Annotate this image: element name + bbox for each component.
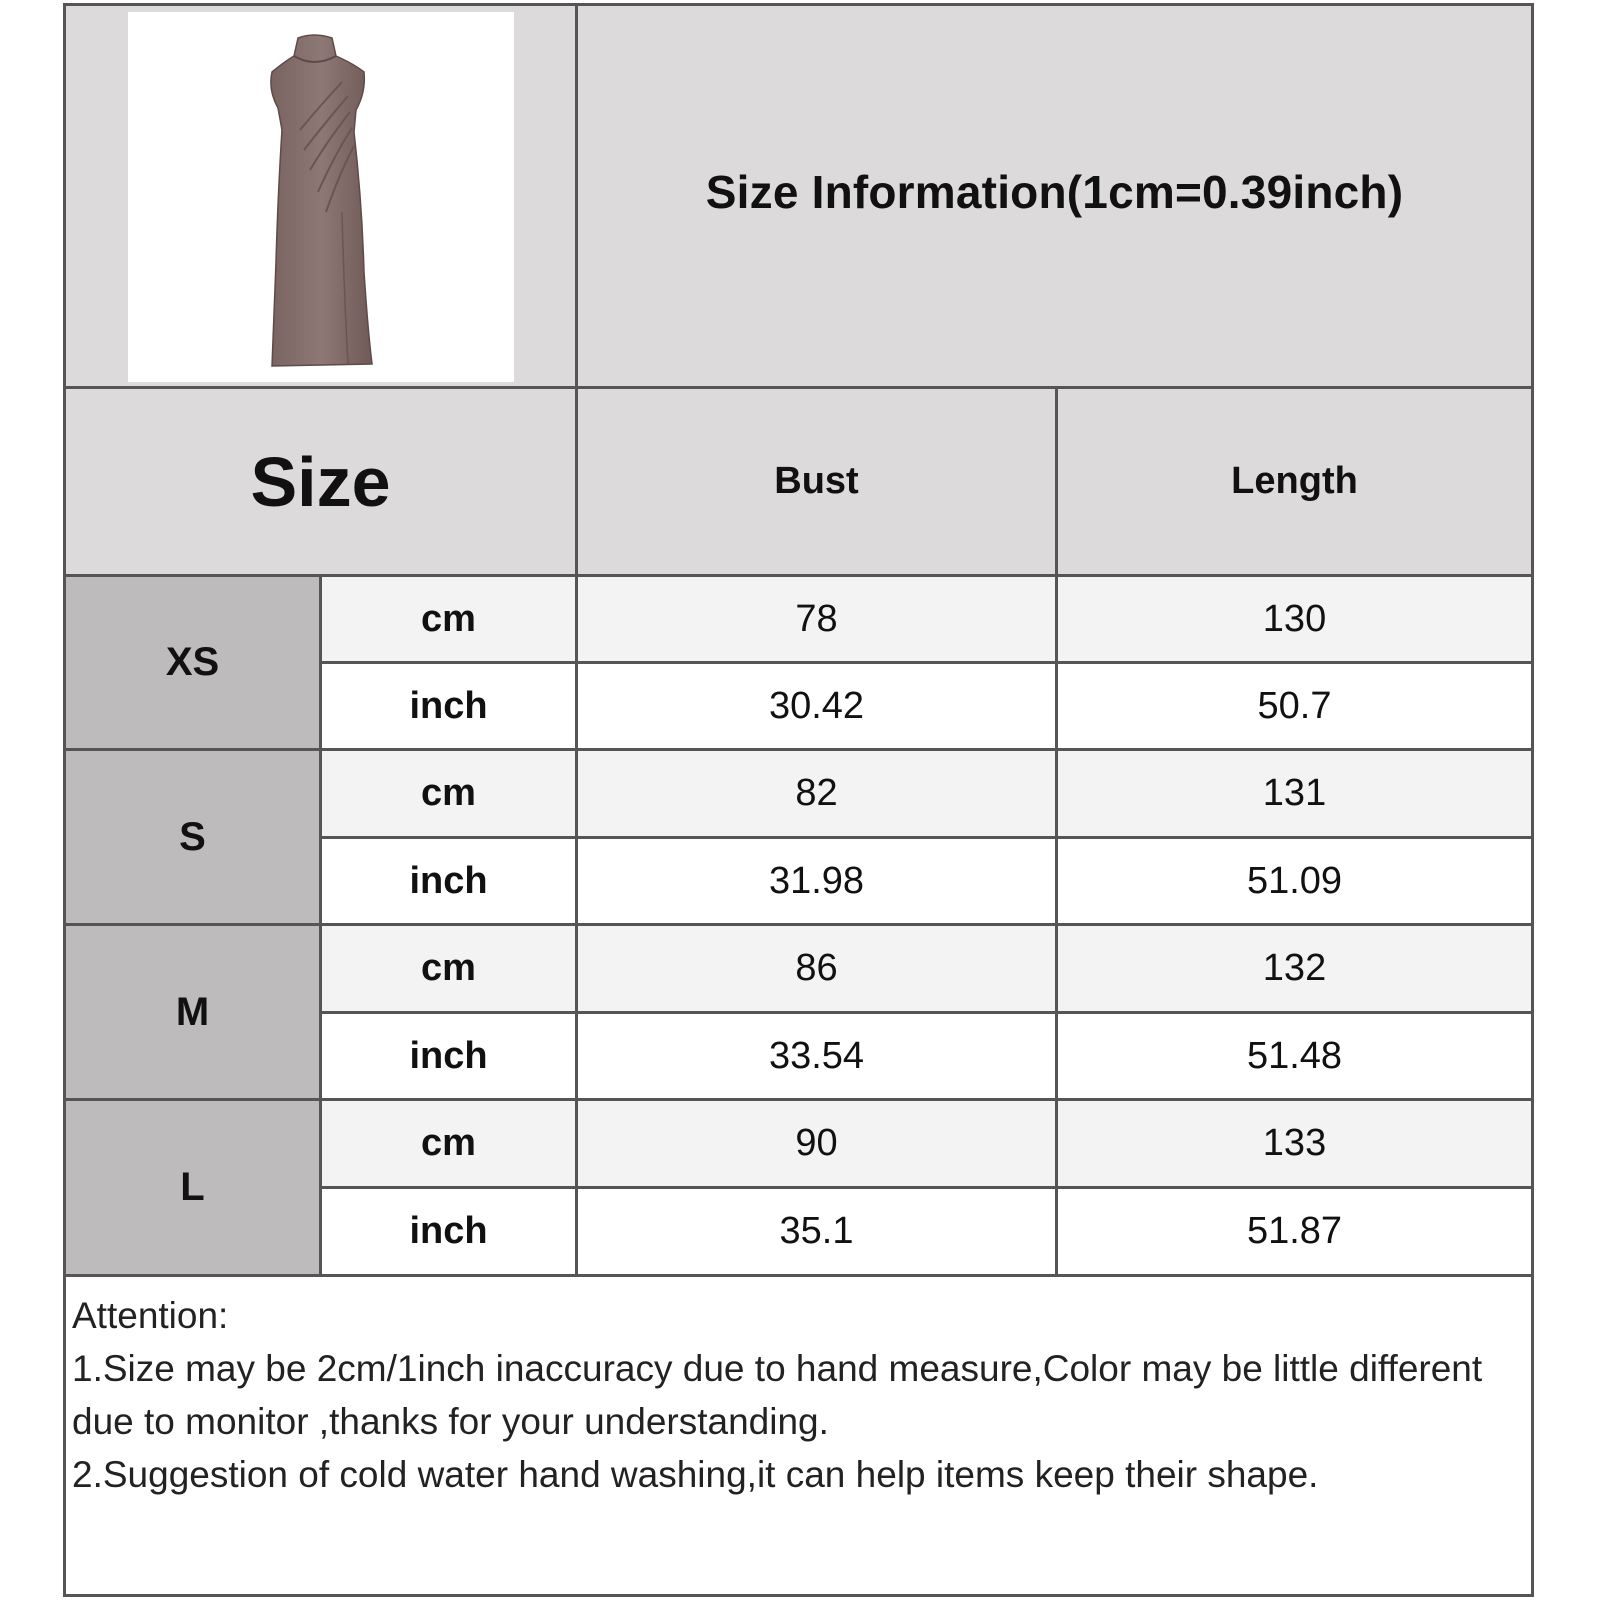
unit-cm: cm — [322, 926, 578, 1014]
attention-note-2: 2.Suggestion of cold water hand washing,it can help items keep their shape. — [72, 1454, 1319, 1495]
bust-value: 33.54 — [578, 1014, 1058, 1101]
attention-note-1: 1.Size may be 2cm/1inch inaccuracy due to hand measure,Color may be little different due to monitor ,thanks for your understanding. — [72, 1348, 1483, 1442]
product-image-cell — [66, 6, 578, 389]
header-length: Length — [1058, 389, 1531, 577]
length-value: 50.7 — [1058, 664, 1531, 751]
header-size: Size — [66, 389, 578, 577]
bust-value: 30.42 — [578, 664, 1058, 751]
size-label-s: S — [66, 751, 322, 926]
bust-value: 86 — [578, 926, 1058, 1014]
bust-value: 90 — [578, 1101, 1058, 1189]
bust-value: 78 — [578, 577, 1058, 664]
length-value: 132 — [1058, 926, 1531, 1014]
length-value: 51.48 — [1058, 1014, 1531, 1101]
length-value: 131 — [1058, 751, 1531, 839]
unit-cm: cm — [322, 751, 578, 839]
unit-cm: cm — [322, 1101, 578, 1189]
bust-value: 31.98 — [578, 839, 1058, 926]
size-label-xs: XS — [66, 577, 322, 751]
unit-inch: inch — [322, 839, 578, 926]
size-label-m: M — [66, 926, 322, 1101]
dress-icon — [128, 12, 514, 382]
unit-inch: inch — [322, 1014, 578, 1101]
unit-inch: inch — [322, 664, 578, 751]
attention-heading: Attention: — [72, 1295, 229, 1336]
bust-value: 82 — [578, 751, 1058, 839]
chart-title: Size Information(1cm=0.39inch) — [705, 166, 1404, 218]
unit-inch: inch — [322, 1189, 578, 1277]
size-chart — [63, 3, 1534, 1597]
product-image — [128, 12, 514, 382]
length-value: 51.09 — [1058, 839, 1531, 926]
bust-value: 35.1 — [578, 1189, 1058, 1277]
size-label-l: L — [66, 1101, 322, 1277]
title-cell — [578, 6, 1531, 389]
attention-notes — [66, 1277, 1531, 1594]
unit-cm: cm — [322, 577, 578, 664]
header-bust: Bust — [578, 389, 1058, 577]
length-value: 130 — [1058, 577, 1531, 664]
length-value: 133 — [1058, 1101, 1531, 1189]
length-value: 51.87 — [1058, 1189, 1531, 1277]
